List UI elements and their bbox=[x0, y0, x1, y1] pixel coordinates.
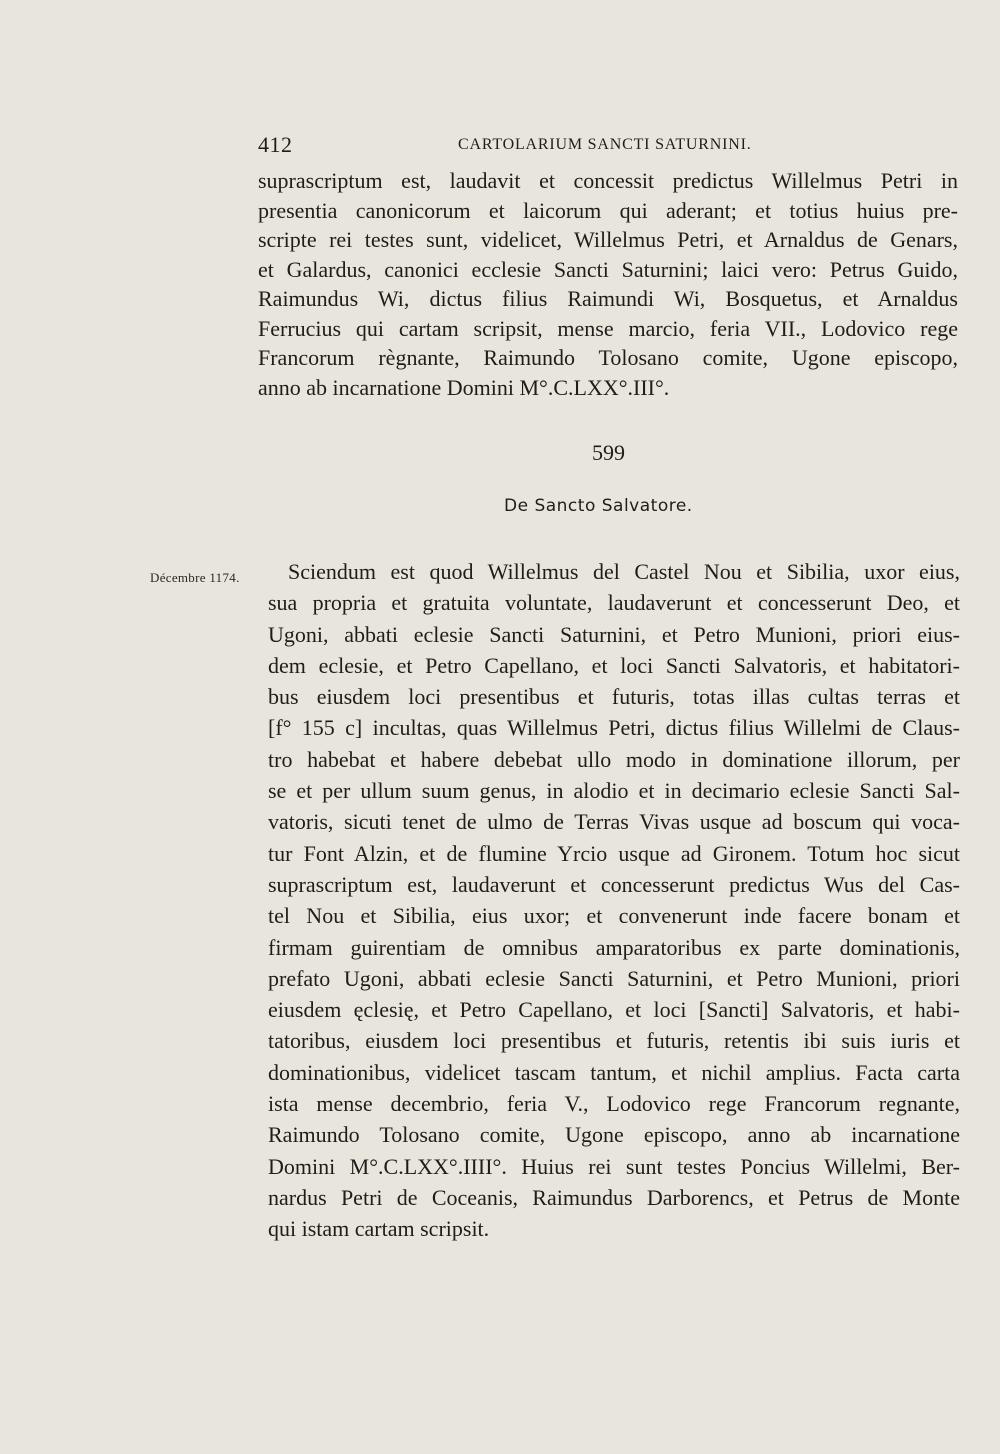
text-line: tro habebat et habere debebat ullo modo in dominatione illorum, per bbox=[268, 746, 960, 772]
charter-number: 599 bbox=[592, 440, 625, 465]
paragraph-charter-599 bbox=[268, 556, 960, 1245]
page-header bbox=[258, 128, 758, 158]
text-line: se et per ullum suum genus, in alodio et in decimario eclesie Sancti Sal- bbox=[268, 778, 960, 804]
running-title: CARTOLARIUM SANCTI SATURNINI. bbox=[458, 136, 752, 153]
paragraph-previous-charter-end bbox=[258, 166, 958, 402]
text-line: tel Nou et Sibilia, eius uxor; et convenerunt inde facere bonam et bbox=[268, 903, 960, 929]
text-line: presentia canonicorum et laicorum qui aderant; et totius huius pre- bbox=[258, 197, 958, 223]
text-line: qui istam cartam scripsit. bbox=[268, 1216, 490, 1242]
text-line: dominationibus, videlicet tascam tantum, et nichil amplius. Facta carta bbox=[268, 1059, 960, 1085]
text-line: suprascriptum est, laudaverunt et concesserunt predictus Wus del Cas- bbox=[268, 871, 960, 897]
text-line: Ferrucius qui cartam scripsit, mense marcio, feria VII., Lodovico rege bbox=[258, 315, 958, 341]
text-line: Raimundo Tolosano comite, Ugone episcopo, anno ab incarnatione bbox=[268, 1122, 960, 1148]
margin-date-note: Décembre 1174. bbox=[150, 570, 240, 585]
text-line: tatoribus, eiusdem loci presentibus et futuris, retentis ibi suis iuris et bbox=[268, 1028, 960, 1054]
text-line: vatoris, sicuti tenet de ulmo de Terras Vivas usque ad boscum qui voca- bbox=[268, 809, 960, 835]
text-line: scripte rei testes sunt, videlicet, Willelmus Petri, et Arnaldus de Genars, bbox=[258, 227, 958, 252]
text-line: Ugoni, abbati eclesie Sancti Saturnini, et Petro Munioni, priori eius- bbox=[268, 621, 960, 647]
text-line: [f° 155 c] incultas, quas Willelmus Petri, dictus filius Willelmi de Claus- bbox=[268, 715, 960, 741]
text-line: eiusdem ęclesię, et Petro Capellano, et loci [Sancti] Salvatoris, et habi- bbox=[268, 997, 960, 1023]
text-line: Francorum règnante, Raimundo Tolosano comite, Ugone episcopo, bbox=[258, 345, 958, 370]
text-line: nardus Petri de Coceanis, Raimundus Darborencs, et Petrus de Monte bbox=[268, 1184, 960, 1210]
text-line: Sciendum est quod Willelmus del Castel Nou et Sibilia, uxor eius, bbox=[288, 559, 960, 584]
page-number: 412 bbox=[258, 132, 293, 157]
charter-title: De Sancto Salvatore. bbox=[504, 496, 693, 516]
text-line: et Galardus, canonici ecclesie Sancti Saturnini; laici vero: Petrus Guido, bbox=[258, 256, 958, 282]
text-line: prefato Ugoni, abbati eclesie Sancti Saturnini, et Petro Munioni, priori bbox=[268, 965, 960, 991]
text-line: dem eclesie, et Petro Capellano, et loci Sancti Salvatoris, et habitatori- bbox=[268, 652, 960, 678]
text-line: Raimundus Wi, dictus filius Raimundi Wi, Bosquetus, et Arnaldus bbox=[258, 286, 958, 311]
text-line: bus eiusdem loci presentibus et futuris, totas illas cultas terras et bbox=[268, 684, 960, 710]
text-line: tur Font Alzin, et de flumine Yrcio usque ad Gironem. Totum hoc sicut bbox=[268, 840, 960, 866]
text-line: firmam guirentiam de omnibus amparatoribus ex parte dominationis, bbox=[268, 934, 960, 960]
text-line: suprascriptum est, laudavit et concessit predictus Willelmus Petri in bbox=[258, 168, 958, 193]
text-line: ista mense decembrio, feria V., Lodovico rege Francorum regnante, bbox=[268, 1091, 960, 1117]
text-line: anno ab incarnatione Domini M°.C.LXX°.III°. bbox=[258, 374, 670, 400]
text-line: Domini M°.C.LXX°.IIII°. Huius rei sunt testes Poncius Willelmi, Ber- bbox=[268, 1153, 960, 1179]
text-line: sua propria et gratuita voluntate, laudaverunt et concesserunt Deo, et bbox=[268, 590, 960, 616]
